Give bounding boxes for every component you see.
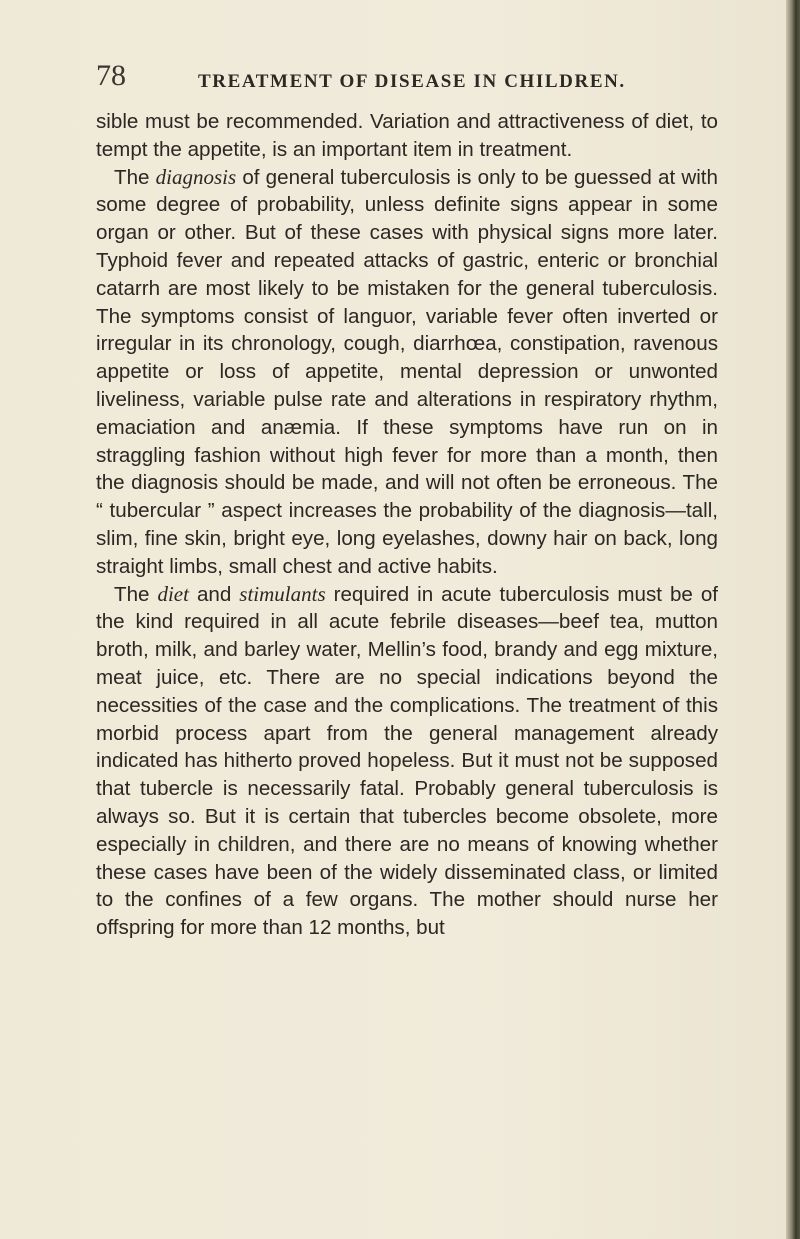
italic-term-stimulants: stimulants [239, 581, 326, 606]
paragraph-diagnosis [96, 164, 718, 581]
text-segment: The [114, 165, 156, 189]
text-segment: The [114, 582, 158, 606]
paragraph-continuation: sible must be recommended. Variation and attractiveness of diet, to tempt the appetite, is an important item in treatment. [96, 110, 718, 161]
book-spine-edge [786, 0, 800, 1239]
running-head: TREATMENT OF DISEASE IN CHILDREN. [198, 71, 626, 92]
italic-term-diagnosis: diagnosis [155, 164, 237, 189]
page-number: 78 [96, 59, 126, 92]
text-segment: required in acute tuberculosis must be of the kind required in all acute febrile diseases—beef tea, mutton broth, milk, and barley water, Mellin’s food, brandy and egg mixture, meat juice, etc. There are no special indications beyond the necessities of the case and the complications. The treatment of this morbid process apart from the general management already indicated has hitherto proved hopeless. But it must not be supposed that tubercle is necessarily fatal. Probably general tuberculosis is always so. But it is certain that tubercles become obsolete, more especially in children, and there are no means of knowing whether these cases have been of the widely disseminated class, or limited to the confines of a few organs. The mother should nurse her offspring for more than 12 months, but [96, 582, 718, 940]
body-text [96, 108, 718, 942]
paragraph-diet [96, 581, 718, 942]
italic-term-diet: diet [157, 581, 189, 606]
page-header [96, 58, 696, 102]
text-segment: and [188, 582, 240, 606]
text-segment: of general tuberculosis is only to be guessed at with some degree of probability, unless definite signs appear in some organ or other. But of these cases with physical signs more later. Typhoid fever and repeated attacks of gastric, enteric or bronchial catarrh are most likely to be mistaken for the general tuberculosis. The symptoms consist of languor, variable fever often inverted or irregular in its chronology, cough, diarrhœa, constipation, ravenous appetite or loss of appetite, mental depression or unwonted liveliness, variable pulse rate and alterations in respiratory rhythm, emaciation and anæmia. If these symptoms have run on in straggling fashion without high fever for more than a month, then the diagnosis should be made, and will not often be erroneous. The “ tubercular ” aspect increases the probability of the diagnosis—tall, slim, fine skin, bright eye, long eyelashes, downy hair on back, long straight limbs, small chest and active habits. [96, 165, 718, 578]
